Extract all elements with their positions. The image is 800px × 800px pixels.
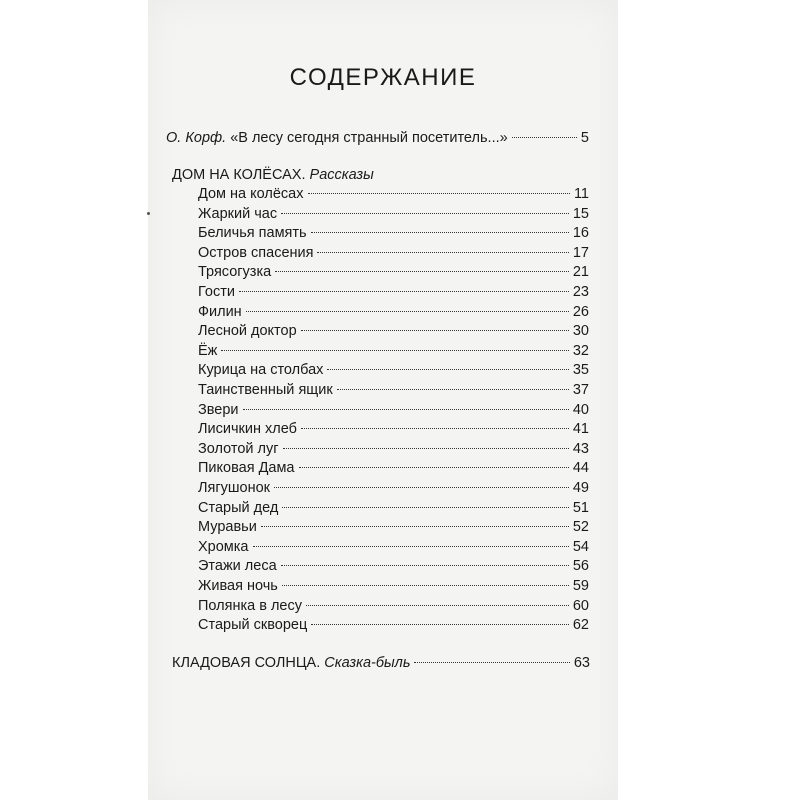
dot-leader [282,585,569,586]
ink-speck [147,212,150,215]
section-subtitle: Сказка-быль [324,655,411,671]
dot-leader [246,311,569,312]
toc-entry [198,439,589,459]
section-title: КЛАДОВАЯ СОЛНЦА. [172,655,321,671]
entry-title: Пиковая Дама [198,460,295,477]
dot-leader [301,330,569,331]
dot-leader [512,137,577,138]
toc-entry [198,204,589,224]
page-number: 40 [572,401,589,418]
page-number: 52 [572,519,589,536]
toc-entry-preface [166,128,589,148]
toc-entry [198,321,589,341]
entry-title: Жаркий час [198,205,278,222]
dot-leader [299,467,569,468]
page-number: 60 [572,597,589,614]
page-number: 49 [572,480,589,496]
dot-leader [281,565,569,566]
dot-leader [327,369,568,370]
entry-title: Остров спасения [198,244,314,261]
page-number: 51 [572,499,589,516]
toc-entry [198,360,589,380]
page-number: 35 [572,362,589,379]
page-number: 16 [572,225,589,242]
toc-entry [198,223,589,243]
dot-leader [253,546,569,547]
toc-entry [198,615,589,635]
toc-entry [198,282,589,302]
page-number: 11 [573,186,589,202]
toc-entry [198,380,589,400]
toc-entry [198,556,589,576]
toc-entry [198,262,589,282]
section-subtitle: Рассказы [309,167,374,183]
toc-entry [198,478,589,498]
entry-title: Муравьи [198,519,257,536]
dot-leader [317,252,568,253]
entry-title: Дом на колёсах [198,186,304,202]
page-number: 62 [572,617,589,634]
section-heading [172,165,374,185]
page-number: 23 [572,284,589,300]
toc-entry [198,498,589,518]
page-number: 17 [572,244,589,261]
entry-title: Гости [198,284,235,300]
dot-leader [239,291,569,292]
page-number: 59 [572,578,589,594]
entry-title: Лисичкин хлеб [198,421,297,438]
dot-leader [337,389,569,390]
page-number: 5 [580,130,589,146]
dot-leader [301,428,569,429]
entry-title: Ёж [198,342,218,359]
toc-entry [198,419,589,439]
page-number: 26 [572,303,589,320]
entry-title: Беличья память [198,225,307,242]
dot-leader [306,605,569,606]
toc-entry [198,400,589,420]
toc-entry [198,302,589,322]
dot-leader [311,232,569,233]
preface-title: «В лесу сегодня странный посетитель...» [230,130,508,146]
dot-leader [221,350,568,351]
entry-title: Этажи леса [198,558,277,575]
toc-entry [198,537,589,557]
entry-title: Старый дед [198,499,279,516]
page-number: 44 [572,460,589,477]
page-number: 41 [572,421,589,438]
dot-leader [282,507,569,508]
entry-title: Трясогузка [198,264,272,281]
section-title: ДОМ НА КОЛЁСАХ. [172,167,306,183]
entry-title: Филин [198,303,242,320]
entry-title: Звери [198,401,239,418]
dot-leader [281,213,569,214]
entry-title: Живая ночь [198,578,278,594]
dot-leader [414,662,569,663]
toc-entry [198,243,589,263]
toc-entry [198,184,589,204]
dot-leader [274,487,569,488]
dot-leader [275,271,569,272]
page-number: 21 [572,264,589,281]
page-number: 54 [572,538,589,555]
entry-title: Лесной доктор [198,323,297,340]
dot-leader [311,624,569,625]
page-number: 32 [572,342,589,359]
page-number: 37 [572,382,589,398]
page-number: 63 [573,655,590,671]
toc-entry [198,576,589,596]
dot-leader [243,409,569,410]
page-number: 15 [572,205,589,222]
dot-leader [261,526,569,527]
page-number: 43 [572,440,589,457]
entry-title: Таинственный ящик [198,382,333,398]
entry-title: Курица на столбах [198,362,324,379]
entry-title: Лягушонок [198,480,271,496]
page-title: СОДЕРЖАНИЕ [289,64,477,91]
page-number: 30 [572,323,589,340]
page-number: 56 [572,558,589,575]
toc-entry-section2 [172,653,590,673]
entry-title: Полянка в лесу [198,597,302,614]
toc-entry [198,341,589,361]
entry-title: Хромка [198,538,249,555]
toc-entry [198,596,589,616]
toc-entry [198,458,589,478]
entry-title: Золотой луг [198,440,279,457]
preface-author: О. Корф. [166,130,227,146]
dot-leader [283,448,569,449]
entry-title: Старый скворец [198,617,308,634]
dot-leader [308,193,570,194]
toc-entry [198,517,589,537]
